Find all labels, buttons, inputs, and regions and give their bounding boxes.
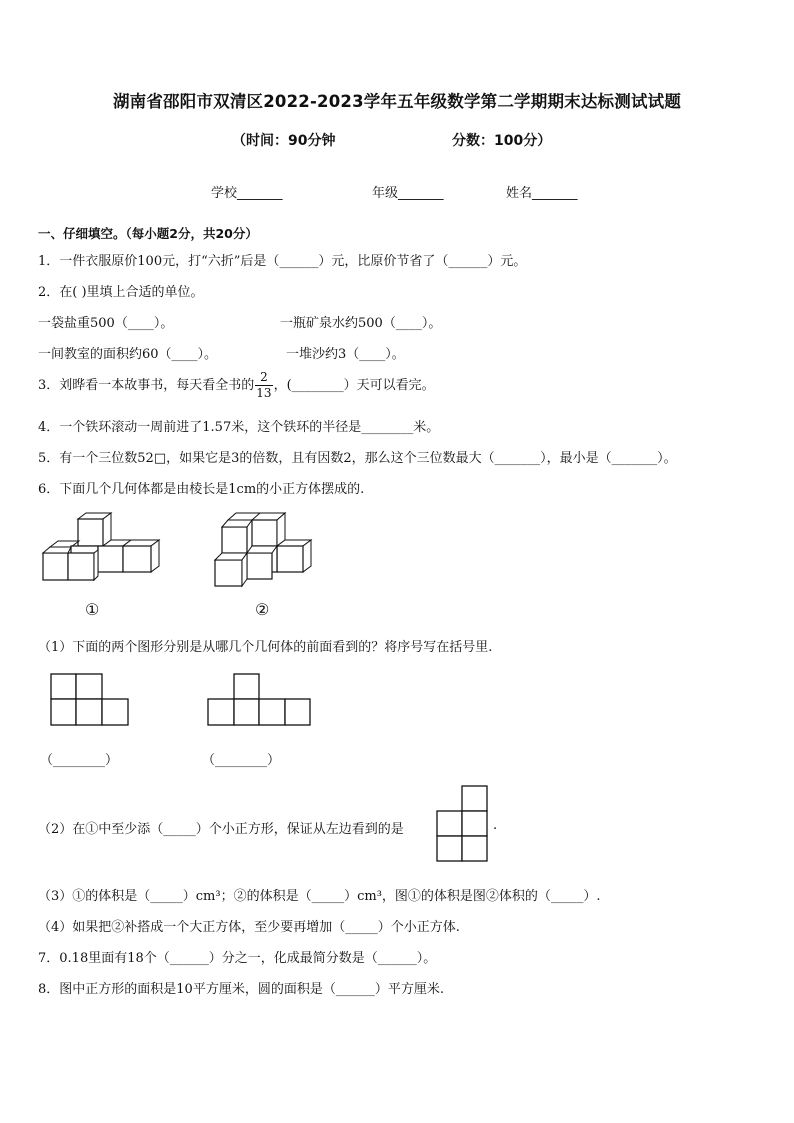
question-6-4: （4）如果把②补搭成一个大正方体，至少要再增加（_____）个小正方体.: [38, 920, 460, 935]
question-3-post: ，(________）天可以看完。: [273, 378, 435, 393]
question-8: 8．图中正方形的面积是10平方厘米，圆的面积是（______）平方厘米.: [38, 982, 444, 997]
question-4: 4．一个铁环滚动一周前进了1.57米，这个铁环的半径是________米。: [38, 420, 440, 435]
section-heading: 一、仔细填空。（每小题2分，共20分）: [38, 226, 258, 241]
question-7: 7．0.18里面有18个（______）分之一，化成最简分数是（______）。: [38, 951, 437, 966]
question-6-2-end: .: [493, 818, 498, 833]
fraction-denominator: 13: [256, 386, 272, 400]
question-2b: 一瓶矿泉水约500（____）。: [280, 316, 442, 331]
fraction-numerator: 2: [255, 370, 272, 386]
question-6-1: （1）下面的两个图形分别是从哪几个几何体的前面看到的？将序号写在括号里.: [38, 640, 493, 655]
grade-field: 年级_______: [372, 186, 444, 201]
question-5: 5．有一个三位数52□，如果它是3的倍数，且有因数2，那么这个三位数最大（_______），最小是（_______）。: [38, 451, 677, 466]
answer-blank-a[interactable]: （________）: [40, 753, 119, 768]
school-field: 学校_______: [211, 186, 283, 201]
question-1: 1．一件衣服原价100元，打“六折”后是（______）元，比原价节省了（______）元。: [38, 254, 527, 269]
question-2c: 一间教室的面积约60（____）。: [38, 347, 218, 362]
question-6-2: （2）在①中至少添（_____）个小正方形，保证从左边看到的是: [38, 822, 404, 837]
question-6: 6．下面几个几何体都是由棱长是1cm的小正方体摆成的.: [38, 482, 365, 497]
question-2d: 一堆沙约3（____）。: [286, 347, 405, 362]
exam-time: （时间：90分钟: [232, 133, 336, 149]
name-field: 姓名_______: [506, 186, 578, 201]
question-2: 2．在( )里填上合适的单位。: [38, 285, 204, 300]
figure-label-1: ①: [85, 600, 100, 619]
question-2a: 一袋盐重500（____）。: [38, 316, 174, 331]
answer-blank-b[interactable]: （________）: [202, 753, 281, 768]
question-3-pre: 3．刘晔看一本故事书，每天看全书的: [38, 378, 255, 393]
figure-label-2: ②: [255, 600, 270, 619]
page-title: 湖南省邵阳市双清区2022-2023学年五年级数学第二学期期末达标测试试题: [112, 92, 682, 111]
exam-score: 分数：100分）: [452, 133, 552, 149]
question-6-3: （3）①的体积是（_____）cm³；②的体积是（_____）cm³，图①的体积是图②体积的（_____）.: [38, 889, 601, 904]
